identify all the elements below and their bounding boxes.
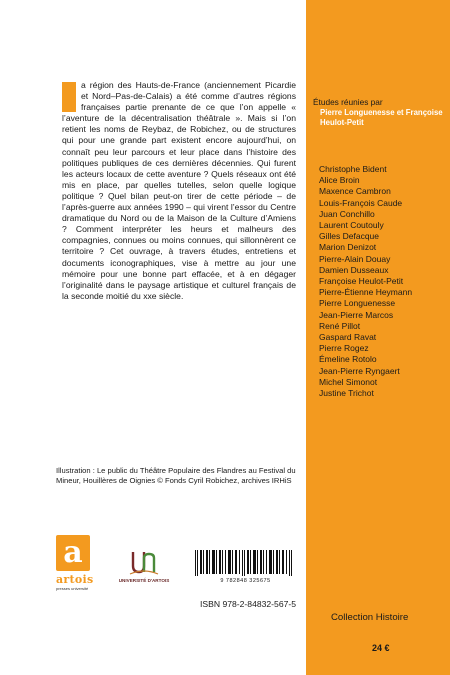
contributor-name: Michel Simonot [319,376,378,387]
contributor-name: Alice Broin [319,175,360,186]
editors-names: Pierre Longuenesse et Françoise Heulot-Petit [320,108,443,127]
contributor-name: Jean-Pierre Ryngaert [319,365,400,376]
illustration-credit: Illustration : Le public du Théâtre Populaire des Flandres au Festival du Mineur, Houillères de Oignies © Fonds Cyril Robichez, archives IRHiS [56,466,296,486]
contributor-name: Émeline Rotolo [319,354,377,365]
contributor-name: Justine Trichot [319,388,374,399]
universite-artois-logo [117,548,171,583]
back-cover-blurb [62,80,296,302]
contributor-name: Laurent Coutouly [319,220,384,231]
artois-logo-mark: a [56,535,90,571]
contributors-list [319,164,445,399]
barcode-icon [193,550,298,576]
contributor-name: Pierre Rogez [319,343,369,354]
blurb-text: a région des Hauts-de-France (anciennement Picardie et Nord–Pas-de-Calais) a été comme d’autres régions françaises partie prenante de ce que l’on appelle « l’aventure de la décentralisation théâtrale ». Mais si l’on retient les noms de Reybaz, de Robichez, ou de structures qui pour une grande part existent encore aujourd’hui, on connaît peu leur parcours et leur place dans l’histoire des politiques publiques de ces dernières décennies. Qui furent les acteurs locaux de cette aventure ? Quels réseaux ont été mis en place, par quelles tutelles, selon quelle logique politique ? Quel bilan peut-on tirer de cette période – de l’après-guerre aux années 1990 – qui virent l’essor du Centre dramatique du Nord ou de la Maison de la Culture d’Amiens ? Comment interpréter les heurs et malheurs des compagnies, connues ou moins connues, qui sillonnèrent ce territoire ? Cet ouvrage, à travers études, entretiens et documents iconographiques, vise à mettre au jour une mémoire pour une bonne part effacée, et à en dégager l’originalité dans le paysage artistique et culturel français de la seconde moitié du xxe siècle. [62,80,296,301]
contributor-name: Gaspard Ravat [319,332,377,343]
contributor-name: Louis-François Caude [319,197,403,208]
contributor-name: Christophe Bident [319,164,387,174]
univ-logo-label: UNIVERSITÉ D'ARTOIS [118,578,170,583]
contributor-name: Damien Dusseaux [319,264,389,275]
isbn-number: ISBN 978-2-84832-567-5 [200,599,297,609]
artois-logo-name: artois [56,573,94,586]
artois-presses-logo [56,535,92,591]
barcode-digits: 9 782848 325675 [220,578,271,584]
contributor-name: Gilles Defacque [319,231,380,242]
contributor-name: Pierre-Alain Douay [319,253,391,264]
contributor-name: Jean-Pierre Marcos [319,309,394,320]
editors-intro: Études réunies par [313,97,383,107]
price-label: 24 € [372,643,390,653]
collection-name: Collection Histoire [331,612,409,623]
univ-logo-icon [127,548,161,576]
contributor-name: Françoise Heulot-Petit [319,276,404,287]
contributor-name: Juan Conchillo [319,208,375,219]
contributor-name: Marion Denizot [319,242,377,253]
drop-cap-block [62,82,76,112]
artois-logo-subtitle: presses université [56,586,89,591]
contributor-name: René Pillot [319,320,361,331]
contributor-name: Pierre-Étienne Heymann [319,287,413,298]
contributor-name: Maxence Cambron [319,186,391,197]
contributor-name: Pierre Longuenesse [319,298,396,309]
